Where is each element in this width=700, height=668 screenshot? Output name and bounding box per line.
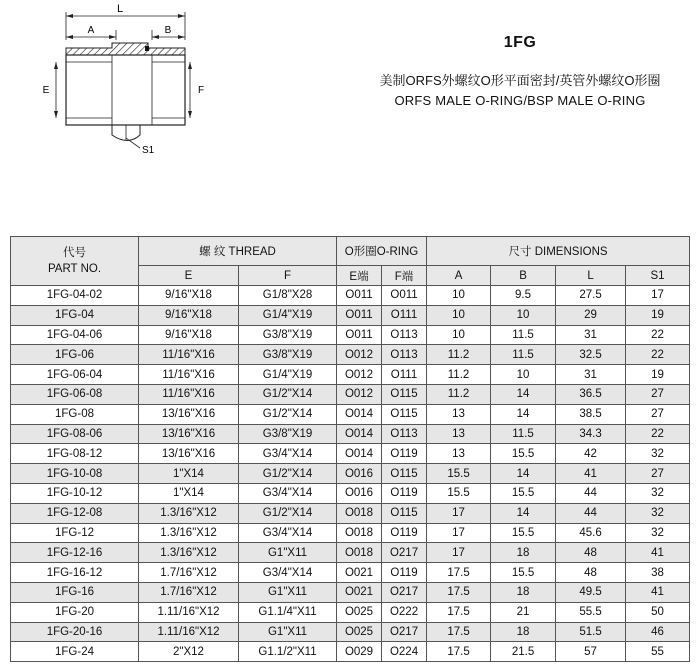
table-row: [11, 622, 690, 642]
dim-b-cell: 15.5: [491, 483, 556, 503]
dim-b-cell: 11.5: [491, 345, 556, 365]
dim-b-cell: 14: [491, 503, 556, 523]
dim-s1-cell: 46: [626, 622, 690, 642]
dim-b-cell: 21: [491, 602, 556, 622]
dim-l-cell: 44: [556, 483, 626, 503]
dim-b-cell: 15.5: [491, 444, 556, 464]
oring-f-cell: O222: [382, 602, 427, 622]
oring-e-cell: O014: [337, 404, 382, 424]
part-no-cell: 1FG-08: [11, 404, 139, 424]
thread-e-cell: 11/16"X16: [139, 345, 239, 365]
thread-f-cell: G3/4"X14: [239, 523, 337, 543]
oring-f-cell: O113: [382, 325, 427, 345]
dim-l-cell: 42: [556, 444, 626, 464]
thread-e-cell: 1.7/16"X12: [139, 582, 239, 602]
part-no-cell: 1FG-16: [11, 582, 139, 602]
table-row: [11, 325, 690, 345]
oring-f-cell: O115: [382, 464, 427, 484]
table-row: [11, 305, 690, 325]
dim-b-cell: 15.5: [491, 523, 556, 543]
dim-b-cell: 10: [491, 365, 556, 385]
part-no-cell: 1FG-06-04: [11, 365, 139, 385]
subheader-f: F: [239, 266, 337, 286]
part-no-cell: 1FG-08-06: [11, 424, 139, 444]
thread-f-cell: G3/8"X19: [239, 424, 337, 444]
thread-f-cell: G1"X11: [239, 582, 337, 602]
thread-e-cell: 1"X14: [139, 483, 239, 503]
subheader-l: L: [556, 266, 626, 286]
dim-a-cell: 15.5: [427, 483, 491, 503]
subheader-e-end: E端: [337, 266, 382, 286]
thread-f-cell: G1/4"X19: [239, 365, 337, 385]
dim-s1-cell: 17: [626, 286, 690, 306]
dim-b-cell: 14: [491, 384, 556, 404]
header-part-no: [11, 237, 139, 286]
fitting-section-hatch: [66, 43, 185, 55]
dim-s1-cell: 32: [626, 523, 690, 543]
table-row: [11, 404, 690, 424]
dim-s1-cell: 38: [626, 563, 690, 583]
dim-a-cell: 10: [427, 305, 491, 325]
dim-l-cell: 29: [556, 305, 626, 325]
oring-e-cell: O011: [337, 286, 382, 306]
dim-a-cell: 11.2: [427, 365, 491, 385]
dim-a-cell: 17.5: [427, 582, 491, 602]
dim-s1-cell: 41: [626, 582, 690, 602]
dim-a-cell: 17.5: [427, 602, 491, 622]
thread-e-cell: 2"X12: [139, 642, 239, 662]
part-no-cell: 1FG-08-12: [11, 444, 139, 464]
oring-e-cell: O025: [337, 602, 382, 622]
oring-e-cell: O025: [337, 622, 382, 642]
dim-l-cell: 31: [556, 325, 626, 345]
thread-f-cell: G1"X11: [239, 622, 337, 642]
oring-e-cell: O018: [337, 543, 382, 563]
oring-e-cell: O011: [337, 305, 382, 325]
table-row: [11, 384, 690, 404]
dim-s1-cell: 32: [626, 503, 690, 523]
thread-f-cell: G1.1/2"X11: [239, 642, 337, 662]
dim-s1-cell: 27: [626, 404, 690, 424]
table-row: [11, 642, 690, 662]
subheader-b: B: [491, 266, 556, 286]
oring-f-cell: O111: [382, 305, 427, 325]
dim-l-cell: 48: [556, 543, 626, 563]
table-row: [11, 365, 690, 385]
part-no-cell: 1FG-20-16: [11, 622, 139, 642]
table-row: [11, 582, 690, 602]
dim-s1-cell: 55: [626, 642, 690, 662]
dim-l-cell: 36.5: [556, 384, 626, 404]
thread-e-cell: 1.7/16"X12: [139, 563, 239, 583]
thread-f-cell: G1"X11: [239, 543, 337, 563]
dim-s1-cell: 22: [626, 345, 690, 365]
dim-s1-cell: 27: [626, 384, 690, 404]
oring-e-cell: O018: [337, 503, 382, 523]
thread-e-cell: 11/16"X16: [139, 365, 239, 385]
thread-e-cell: 1.3/16"X12: [139, 543, 239, 563]
oring-e-cell: O016: [337, 464, 382, 484]
oring-f-cell: O113: [382, 424, 427, 444]
dim-b-cell: 15.5: [491, 563, 556, 583]
thread-f-cell: G1/8"X28: [239, 286, 337, 306]
dim-l-cell: 55.5: [556, 602, 626, 622]
fitting-drawing-svg: [0, 0, 240, 170]
subheader-a: A: [427, 266, 491, 286]
oring-e-cell: O014: [337, 424, 382, 444]
thread-e-cell: 13/16"X16: [139, 444, 239, 464]
oring-e-cell: O011: [337, 325, 382, 345]
part-no-cell: 1FG-10-08: [11, 464, 139, 484]
dim-a-cell: 17: [427, 503, 491, 523]
spec-table-body: [11, 286, 690, 662]
dim-label-f: F: [197, 85, 205, 96]
table-row: [11, 523, 690, 543]
dim-a-cell: 17: [427, 523, 491, 543]
thread-e-cell: 9/16"X18: [139, 305, 239, 325]
oring-f-cell: O115: [382, 384, 427, 404]
dim-l-cell: 41: [556, 464, 626, 484]
dim-label-a: A: [87, 25, 95, 36]
dim-a-cell: 13: [427, 424, 491, 444]
dim-s1-cell: 32: [626, 444, 690, 464]
dim-label-b: B: [164, 25, 172, 36]
thread-f-cell: G1/4"X19: [239, 305, 337, 325]
dim-label-l: L: [116, 3, 124, 15]
table-row: [11, 286, 690, 306]
dim-a-cell: 17.5: [427, 563, 491, 583]
table-row: [11, 444, 690, 464]
dim-l-cell: 32.5: [556, 345, 626, 365]
dim-l-cell: 31: [556, 365, 626, 385]
oring-f-cell: O115: [382, 404, 427, 424]
oring-f-cell: O119: [382, 444, 427, 464]
dim-b-cell: 14: [491, 404, 556, 424]
dim-label-e: E: [42, 85, 50, 96]
thread-e-cell: 9/16"X18: [139, 325, 239, 345]
dim-label-s1: S1: [142, 145, 155, 156]
oring-f-cell: O115: [382, 503, 427, 523]
fitting-technical-drawing: [0, 0, 240, 170]
thread-f-cell: G3/4"X14: [239, 563, 337, 583]
dim-b-cell: 18: [491, 622, 556, 642]
part-no-cell: 1FG-24: [11, 642, 139, 662]
dim-a-cell: 17: [427, 543, 491, 563]
part-no-cell: 1FG-16-12: [11, 563, 139, 583]
thread-e-cell: 1"X14: [139, 464, 239, 484]
dim-b-cell: 9.5: [491, 286, 556, 306]
thread-f-cell: G3/8"X19: [239, 325, 337, 345]
oring-e-cell: O012: [337, 365, 382, 385]
part-no-cell: 1FG-20: [11, 602, 139, 622]
oring-e-cell: O018: [337, 523, 382, 543]
part-no-cell: 1FG-06-08: [11, 384, 139, 404]
oring-f-cell: O111: [382, 365, 427, 385]
thread-e-cell: 13/16"X16: [139, 424, 239, 444]
dim-s1-cell: 41: [626, 543, 690, 563]
oring-f-cell: O217: [382, 543, 427, 563]
spec-table: [10, 236, 690, 662]
oring-e-cell: O014: [337, 444, 382, 464]
dim-a-cell: 13: [427, 444, 491, 464]
oring-e-cell: O029: [337, 642, 382, 662]
dim-l-cell: 51.5: [556, 622, 626, 642]
oring-e-cell: O012: [337, 345, 382, 365]
oring-f-cell: O119: [382, 563, 427, 583]
part-no-cell: 1FG-04-02: [11, 286, 139, 306]
part-no-cell: 1FG-12-16: [11, 543, 139, 563]
dim-a-cell: 15.5: [427, 464, 491, 484]
header-part-no-cn: 代号: [63, 247, 86, 259]
thread-f-cell: G1/2"X14: [239, 404, 337, 424]
header-part-no-en: PART NO.: [47, 263, 102, 275]
oring-f-cell: O119: [382, 483, 427, 503]
dim-b-cell: 18: [491, 582, 556, 602]
table-row: [11, 345, 690, 365]
part-no-cell: 1FG-06: [11, 345, 139, 365]
dim-s1-cell: 27: [626, 464, 690, 484]
thread-f-cell: G3/4"X14: [239, 444, 337, 464]
oring-e-cell: O016: [337, 483, 382, 503]
dim-a-cell: 17.5: [427, 642, 491, 662]
dim-s1-cell: 19: [626, 365, 690, 385]
dim-a-cell: 11.2: [427, 345, 491, 365]
dim-b-cell: 18: [491, 543, 556, 563]
header-thread: 螺 纹 THREAD: [139, 237, 337, 266]
thread-f-cell: G1/2"X14: [239, 384, 337, 404]
dim-b-cell: 10: [491, 305, 556, 325]
fitting-body-outline: [66, 55, 185, 125]
dim-l-cell: 45.6: [556, 523, 626, 543]
dim-s1-cell: 22: [626, 325, 690, 345]
thread-e-cell: 11/16"X16: [139, 384, 239, 404]
dim-a-cell: 17.5: [427, 622, 491, 642]
thread-e-cell: 13/16"X16: [139, 404, 239, 424]
dim-l-cell: 44: [556, 503, 626, 523]
dim-l-cell: 48: [556, 563, 626, 583]
dim-l-cell: 27.5: [556, 286, 626, 306]
subheader-e: E: [139, 266, 239, 286]
thread-f-cell: G3/8"X19: [239, 345, 337, 365]
title-block: [350, 34, 690, 108]
dim-b-cell: 14: [491, 464, 556, 484]
thread-f-cell: G3/4"X14: [239, 483, 337, 503]
subheader-f-end: F端: [382, 266, 427, 286]
thread-e-cell: 1.11/16"X12: [139, 602, 239, 622]
table-row: [11, 483, 690, 503]
table-row: [11, 563, 690, 583]
model-code: 1FG: [503, 34, 537, 51]
oring-f-cell: O113: [382, 345, 427, 365]
part-no-cell: 1FG-10-12: [11, 483, 139, 503]
dim-b-cell: 21.5: [491, 642, 556, 662]
thread-e-cell: 1.3/16"X12: [139, 503, 239, 523]
dim-l-cell: 57: [556, 642, 626, 662]
oring-f-cell: O217: [382, 582, 427, 602]
thread-e-cell: 1.11/16"X12: [139, 622, 239, 642]
dim-a-cell: 11.2: [427, 384, 491, 404]
thread-f-cell: G1/2"X14: [239, 503, 337, 523]
oring-e-cell: O021: [337, 563, 382, 583]
part-no-cell: 1FG-04: [11, 305, 139, 325]
dim-a-cell: 10: [427, 286, 491, 306]
header-dimensions: 尺寸 DIMENSIONS: [427, 237, 690, 266]
dim-s1-cell: 22: [626, 424, 690, 444]
dim-l-cell: 38.5: [556, 404, 626, 424]
thread-f-cell: G1.1/4"X11: [239, 602, 337, 622]
oring-e-cell: O012: [337, 384, 382, 404]
oring-f-cell: O217: [382, 622, 427, 642]
thread-f-cell: G1/2"X14: [239, 464, 337, 484]
title-chinese: 美制ORFS外螺纹O形平面密封/英管外螺纹O形圈: [379, 73, 661, 88]
oring-f-cell: O224: [382, 642, 427, 662]
table-row: [11, 543, 690, 563]
table-row: [11, 464, 690, 484]
dim-a-cell: 13: [427, 404, 491, 424]
part-no-cell: 1FG-12-08: [11, 503, 139, 523]
dim-s1-cell: 50: [626, 602, 690, 622]
dim-b-cell: 11.5: [491, 424, 556, 444]
table-row: [11, 602, 690, 622]
oring-f-cell: O011: [382, 286, 427, 306]
table-row: [11, 503, 690, 523]
dim-l-cell: 34.3: [556, 424, 626, 444]
oring-e-cell: O021: [337, 582, 382, 602]
dim-a-cell: 10: [427, 325, 491, 345]
dim-b-cell: 11.5: [491, 325, 556, 345]
part-no-cell: 1FG-12: [11, 523, 139, 543]
part-no-cell: 1FG-04-06: [11, 325, 139, 345]
title-english: ORFS MALE O-RING/BSP MALE O-RING: [394, 93, 646, 108]
thread-e-cell: 9/16"X18: [139, 286, 239, 306]
oring-f-cell: O119: [382, 523, 427, 543]
dim-s1-cell: 32: [626, 483, 690, 503]
thread-e-cell: 1.3/16"X12: [139, 523, 239, 543]
table-row: [11, 424, 690, 444]
subheader-s1: S1: [626, 266, 690, 286]
dim-s1-cell: 19: [626, 305, 690, 325]
dim-l-cell: 49.5: [556, 582, 626, 602]
header-oring: O形圈O-RING: [337, 237, 427, 266]
